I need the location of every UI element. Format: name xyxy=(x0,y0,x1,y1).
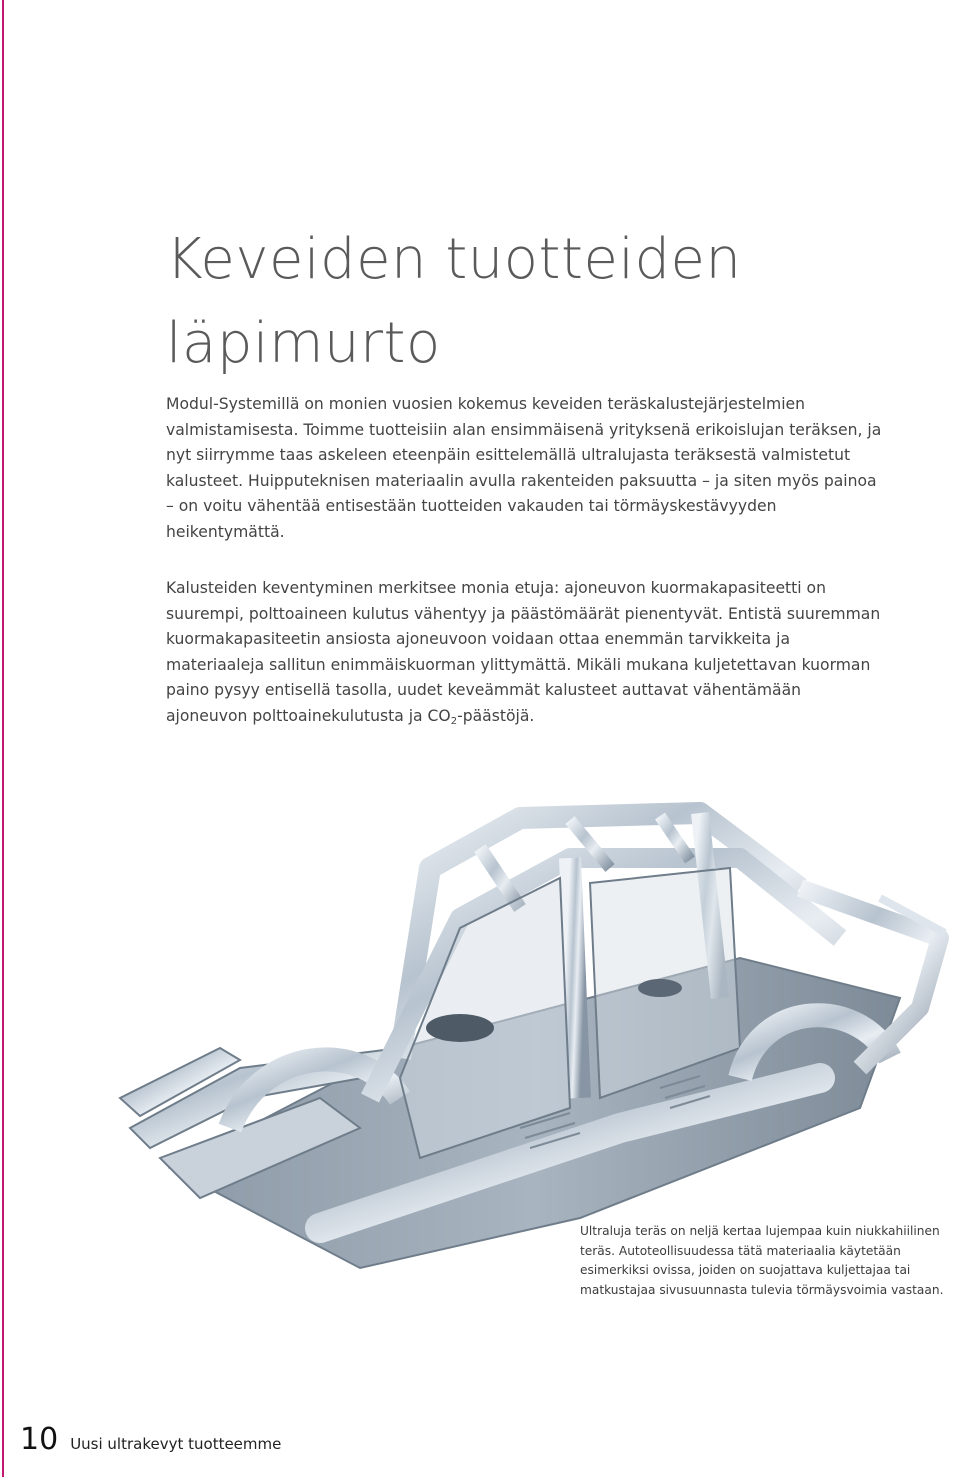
co2-subscript: 2 xyxy=(450,715,458,727)
benefits-paragraph xyxy=(166,576,886,734)
benefits-text: Kalusteiden keventyminen merkitsee monia etuja: ajoneuvon kuormakapasiteetti on suurempi, polttoaineen kulutus vähentyy ja päästömäärät pienentyvät. Entistä suuremman kuormakapasiteetin ansiosta ajoneuvoon voidaan ottaa enemmän tarvikkeita ja materiaaleja sallitun enimmäiskuorman ylittymättä. Mikäli mukana kuljetettavan kuorman paino pysyy entisellä tasolla, uudet keveämmät kalusteet auttavat vähentämään ajoneuvon polttoainekulutusta ja CO xyxy=(166,579,881,725)
benefits-tail: -päästöjä. xyxy=(457,706,535,725)
intro-paragraph: Modul-Systemillä on monien vuosien kokemus keveiden teräskalustejärjestelmien valmistamisesta. Toimme tuotteisiin alan ensimmäisenä yrityksenä erikoislujan teräksen, ja nyt siirrymme taas askeleen eteenpäin esittelemällä ultralujasta teräksestä valmistetut kalusteet. Huipputeknisen materiaalin avulla rakenteiden paksuutta – ja siten myös painoa – on voitu vähentää entisestään tuotteiden vakauden tai törmäyskestävyyden heikentymättä. xyxy=(166,395,882,541)
figure-caption: Ultraluja teräs on neljä kertaa lujempaa kuin niukkahiilinen teräs. Autoteollisuudessa tätä materiaalia käytetään esimerkiksi ovissa, joiden on suojattava kuljettajaa tai matkustajaa sivusuunnasta tulevia törmäysvoimia vastaan. xyxy=(580,1224,944,1297)
page-footer xyxy=(20,1422,281,1462)
page-edge-line xyxy=(2,0,4,1477)
footer-title: Uusi ultrakevyt tuotteemme xyxy=(70,1435,282,1453)
title-line-1: Keveiden tuotteiden xyxy=(166,227,742,292)
page-number: 10 xyxy=(20,1422,59,1457)
page-title xyxy=(166,218,906,386)
title-line-2: läpimurto xyxy=(166,311,441,376)
